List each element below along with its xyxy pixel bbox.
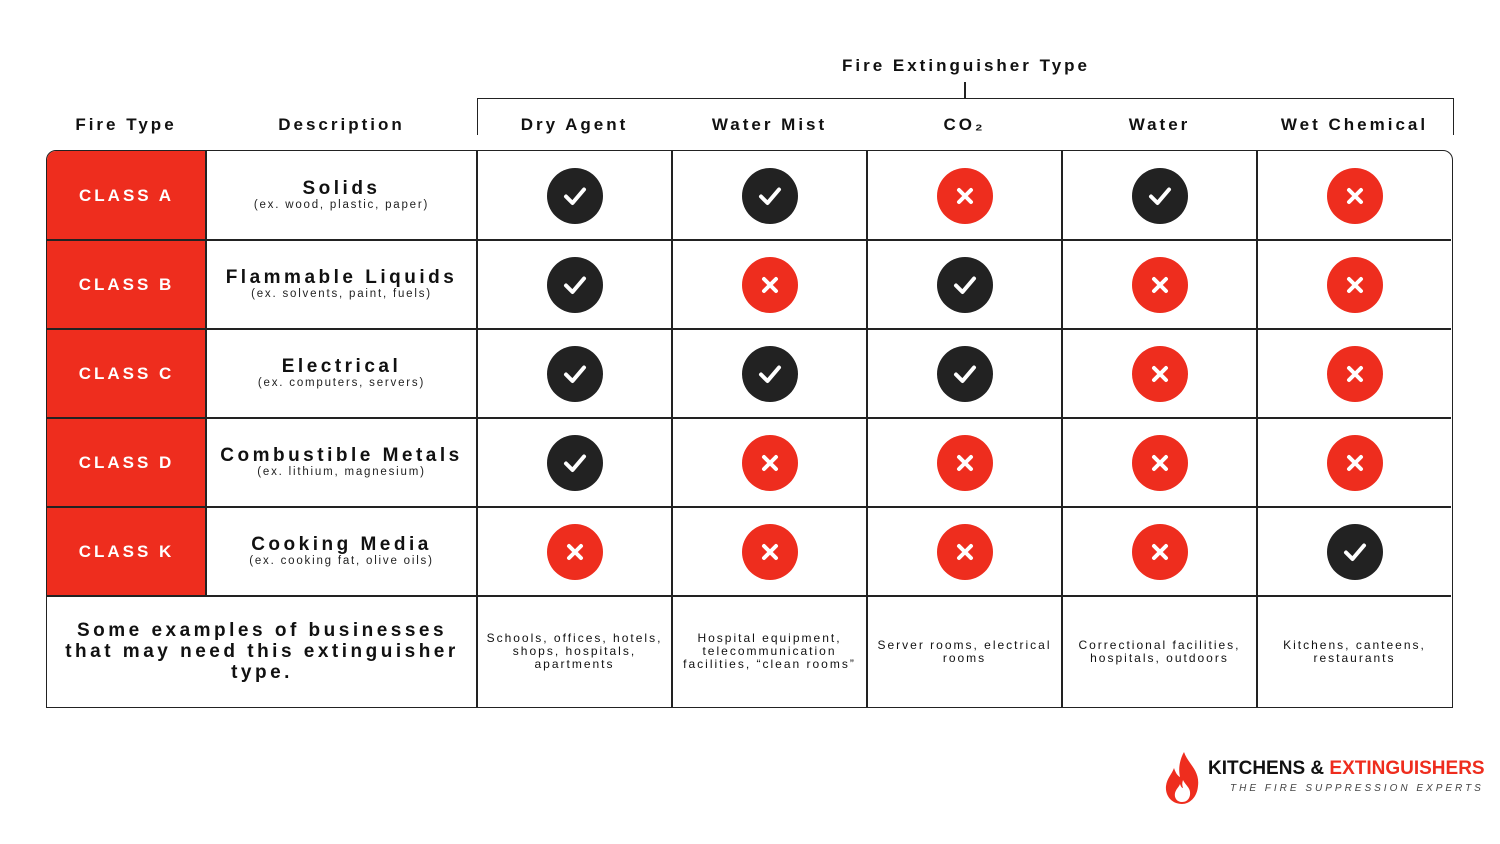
description-title: Electrical [281,356,402,377]
row-divider [47,328,1451,330]
row-label-class-a: CLASS A [47,151,206,240]
col-header-wet-chemical: Wet Chemical [1280,115,1429,134]
row-divider [47,506,1451,508]
class-a-co2-x-icon [937,168,993,224]
description-examples: (ex. lithium, magnesium) [257,466,426,478]
row-label-class-b: CLASS B [47,240,206,329]
class-a-water-mist-check-icon [742,168,798,224]
description-title: Flammable Liquids [225,267,458,288]
col-divider [866,151,868,707]
logo-name [1208,758,1485,780]
col-header-dry-agent: Dry Agent [520,115,629,134]
class-a-wet-chemical-x-icon [1327,168,1383,224]
col-header-description: Description [278,115,405,134]
class-b-dry-agent-check-icon [547,257,603,313]
description-title: Solids [302,178,381,199]
col-divider [1256,151,1258,707]
logo-name-part2: EXTINGUISHERS [1329,758,1485,779]
description-title: Cooking Media [251,534,432,555]
description-class-d [206,418,477,507]
logo-name-part1: KITCHENS & [1208,758,1325,779]
description-title: Combustible Metals [220,445,463,466]
class-d-dry-agent-check-icon [547,435,603,491]
extinguisher-type-title: Fire Extinguisher Type [841,56,1090,75]
class-k-dry-agent-x-icon [547,524,603,580]
row-label-class-c: CLASS C [47,329,206,418]
col-header-fire-type: Fire Type [75,115,177,134]
class-d-water-x-icon [1132,435,1188,491]
class-c-wet-chemical-x-icon [1327,346,1383,402]
compatibility-table [46,150,1453,708]
col-divider [205,151,207,596]
class-d-co2-x-icon [937,435,993,491]
description-class-a [206,151,477,240]
class-d-wet-chemical-x-icon [1327,435,1383,491]
business-examples-dry-agent: Schools, offices, hotels, shops, hospitals, apartments [486,631,663,671]
col-divider [1061,151,1063,707]
description-class-k [206,507,477,596]
business-examples-water-mist: Hospital equipment, telecommunication facilities, “clean rooms” [683,631,856,671]
row-label-class-k: CLASS K [47,507,206,596]
description-examples: (ex. cooking fat, olive oils) [249,555,434,567]
footer-label: Some examples of businesses that may need this extinguisher type. [65,620,459,683]
class-c-water-x-icon [1132,346,1188,402]
class-c-dry-agent-check-icon [547,346,603,402]
class-k-wet-chemical-check-icon [1327,524,1383,580]
col-header-water-mist: Water Mist [711,115,828,134]
class-b-water-mist-x-icon [742,257,798,313]
bracket-tick [964,82,966,98]
flame-logo-icon [1162,750,1204,806]
row-divider [47,239,1451,241]
col-divider [671,151,673,707]
class-k-co2-x-icon [937,524,993,580]
class-d-water-mist-x-icon [742,435,798,491]
row-label-class-d: CLASS D [47,418,206,507]
description-examples: (ex. solvents, paint, fuels) [251,288,432,300]
class-b-water-x-icon [1132,257,1188,313]
logo-tagline: THE FIRE SUPPRESSION EXPERTS [1230,783,1484,794]
col-header-water: Water [1128,115,1191,134]
col-divider [476,151,478,707]
class-b-wet-chemical-x-icon [1327,257,1383,313]
row-divider [47,595,1451,597]
description-class-b [206,240,477,329]
class-a-water-check-icon [1132,168,1188,224]
class-a-dry-agent-check-icon [547,168,603,224]
class-b-co2-check-icon [937,257,993,313]
description-examples: (ex. wood, plastic, paper) [253,199,430,211]
class-k-water-mist-x-icon [742,524,798,580]
class-k-water-x-icon [1132,524,1188,580]
description-class-c [206,329,477,418]
class-c-co2-check-icon [937,346,993,402]
class-c-water-mist-check-icon [742,346,798,402]
row-divider [47,417,1451,419]
col-header-co2: CO₂ [943,115,986,134]
business-examples-wet-chemical: Kitchens, canteens, restaurants [1283,637,1426,665]
business-examples-water: Correctional facilities, hospitals, outdoors [1078,637,1241,665]
description-examples: (ex. computers, servers) [257,377,426,389]
business-examples-co2: Server rooms, electrical rooms [877,637,1052,665]
